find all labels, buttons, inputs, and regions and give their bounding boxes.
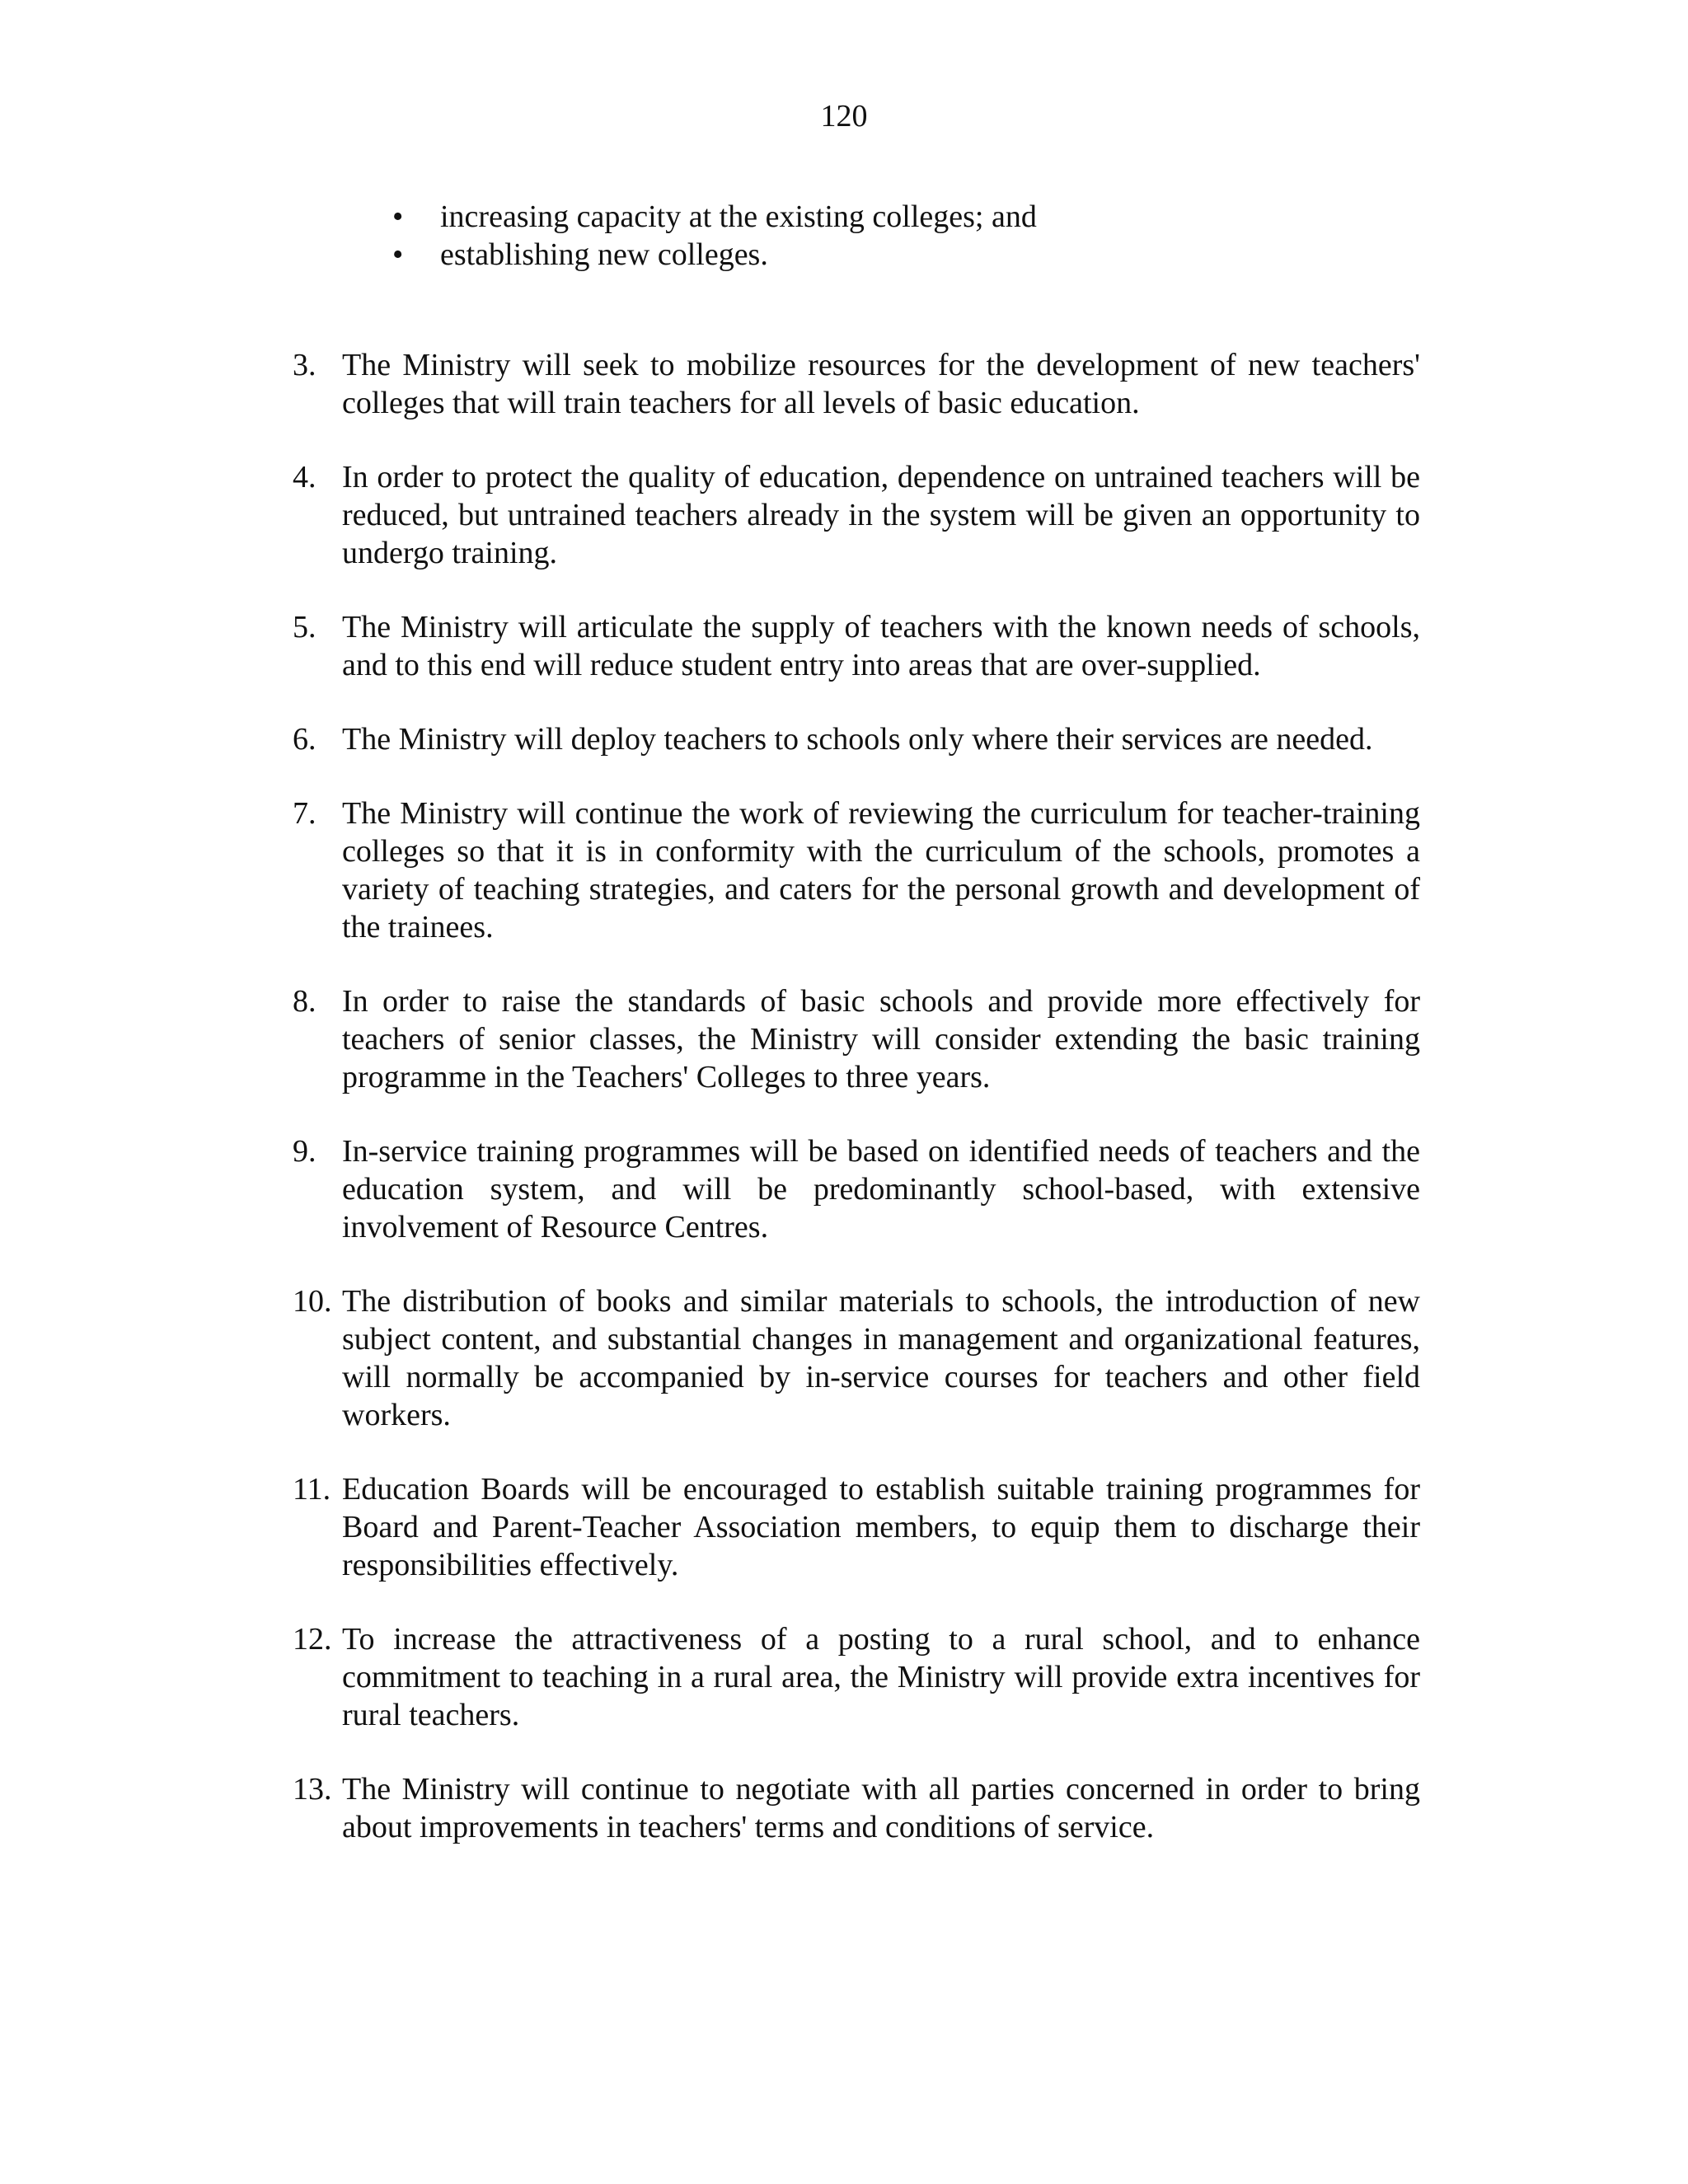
list-item [293,608,1420,684]
item-text: The Ministry will continue to negotiate with all parties concerned in order to bring about improvements in teachers' terms and conditions of service. [342,1772,1420,1844]
item-number: 8. [293,984,316,1019]
item-number: 13. [293,1772,332,1807]
bullet-icon: • [392,199,404,234]
bullet-list [386,198,1037,274]
item-number: 6. [293,722,316,757]
numbered-list [293,346,1420,1882]
page-number: 120 [820,99,868,134]
item-text: In order to raise the standards of basic schools and provide more effectively for teachers of senior classes, the Ministry will consider extending the basic training programme in the Teachers' Colleges to three years. [342,984,1420,1094]
item-text: The distribution of books and similar materials to schools, the introduction of new subject content, and substantial changes in management and organizational features, will normally be accompanied by in-service courses for teachers and other field workers. [342,1284,1420,1432]
bullet-icon: • [392,237,404,272]
item-text: Education Boards will be encouraged to establish suitable training programmes for Board and Parent-Teacher Association members, to equip them to discharge their responsibilities effectively. [342,1472,1420,1582]
item-number: 11. [293,1472,331,1507]
item-text: To increase the attractiveness of a posting to a rural school, and to enhance commitment to teaching in a rural area, the Ministry will provide extra incentives for rural teachers. [342,1622,1420,1732]
list-item [293,982,1420,1096]
item-text: The Ministry will deploy teachers to schools only where their services are needed. [342,722,1373,757]
item-number: 12. [293,1622,332,1657]
bullet-item [386,236,1037,274]
item-number: 4. [293,460,316,494]
bullet-item [386,198,1037,236]
item-number: 5. [293,610,316,644]
list-item [293,1282,1420,1434]
item-text: The Ministry will articulate the supply of teachers with the known needs of schools, and to this end will reduce student entry into areas that are over-supplied. [342,610,1420,682]
item-number: 10. [293,1284,332,1319]
bullet-text: increasing capacity at the existing colleges; and [440,199,1037,234]
list-item [293,346,1420,422]
list-item [293,1770,1420,1846]
list-item [293,458,1420,572]
bullet-text: establishing new colleges. [440,237,768,272]
list-item [293,720,1420,758]
item-text: The Ministry will continue the work of reviewing the curriculum for teacher-training colleges so that it is in conformity with the curriculum of the schools, promotes a variety of teaching strategies, and caters for the personal growth and development of the trainees. [342,796,1420,944]
list-item [293,1470,1420,1584]
item-text: In order to protect the quality of education, dependence on untrained teachers will be reduced, but untrained teachers already in the system will be given an opportunity to undergo training. [342,460,1420,570]
list-item [293,794,1420,946]
item-number: 9. [293,1134,316,1169]
item-text: In-service training programmes will be based on identified needs of teachers and the education system, and will be predominantly school-based, with extensive involvement of Resource Centres. [342,1134,1420,1244]
item-number: 7. [293,796,316,831]
item-number: 3. [293,348,316,382]
list-item [293,1132,1420,1246]
item-text: The Ministry will seek to mobilize resources for the development of new teachers' colleges that will train teachers for all levels of basic education. [342,348,1420,420]
list-item [293,1620,1420,1734]
